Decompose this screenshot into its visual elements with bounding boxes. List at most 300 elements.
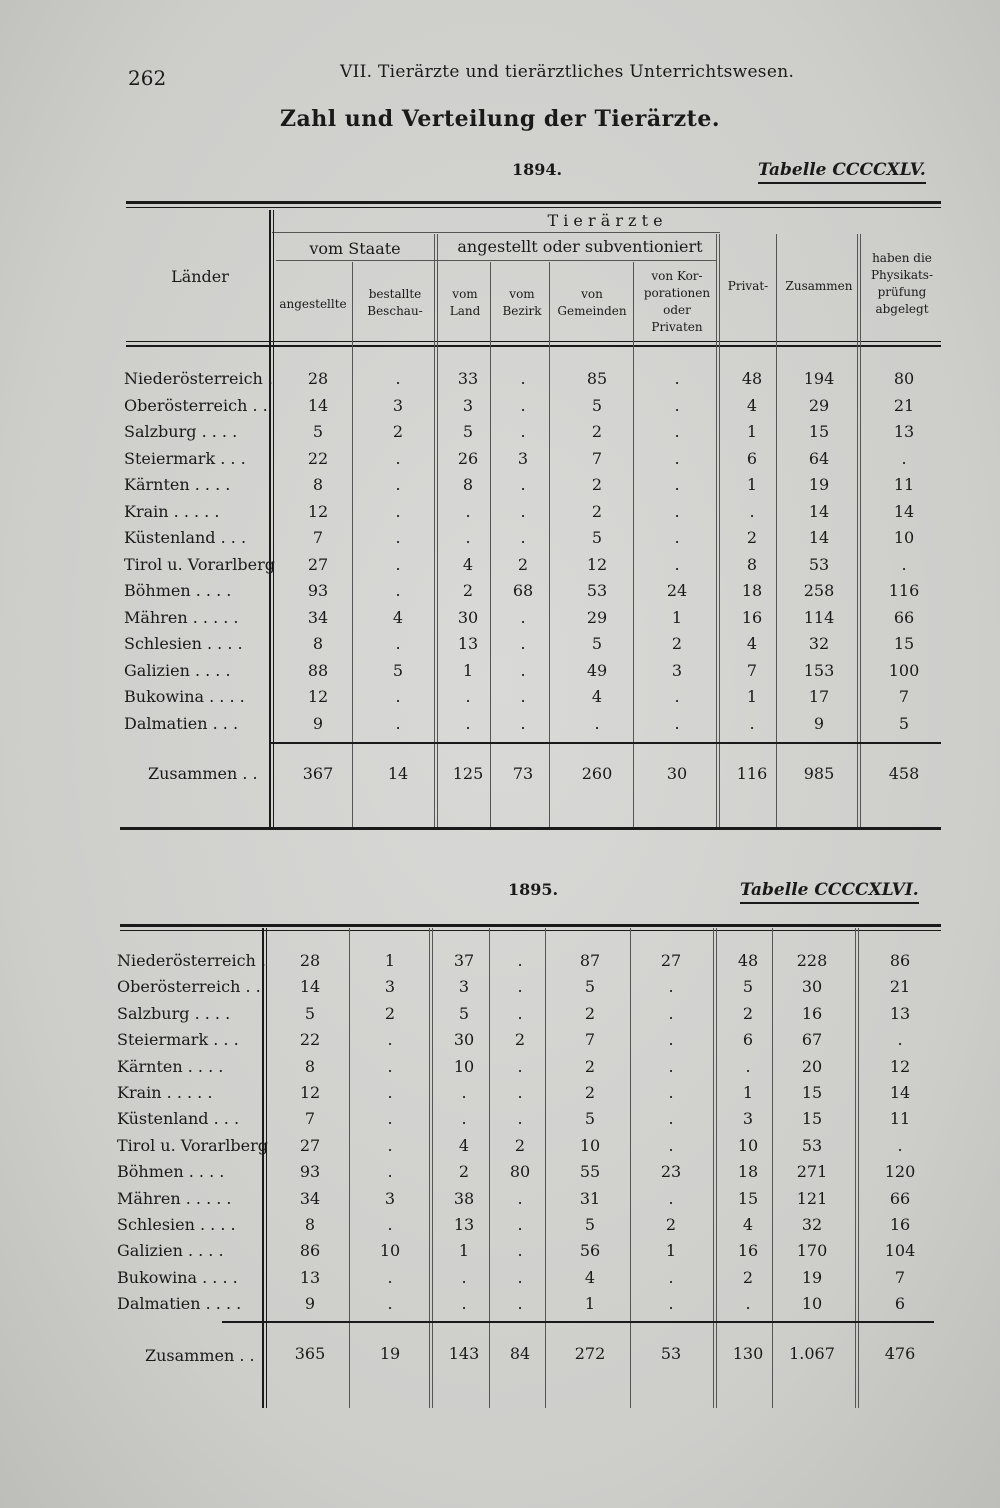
table-cell: . [461, 1083, 467, 1102]
total-cell: 116 [736, 764, 768, 783]
table-cell: 11 [893, 475, 915, 494]
header-von-gemeinden: von Gemeinden [557, 287, 627, 318]
table-cell: 2 [591, 502, 603, 521]
table-cell: . [395, 634, 401, 653]
table-cell: 7 [894, 1268, 906, 1287]
table-cell: 14 [808, 502, 830, 521]
table-cell: . [517, 1215, 523, 1234]
table-cell: 10 [379, 1241, 401, 1260]
table-cell: 5 [392, 661, 404, 680]
table-cell: . [897, 1030, 903, 1049]
table-cell: 3 [384, 977, 396, 996]
table-cell: . [395, 502, 401, 521]
table-cell: 56 [579, 1241, 601, 1260]
table-row [0, 1189, 1000, 1215]
table-cell: 16 [889, 1215, 911, 1234]
table-cell: 116 [888, 581, 920, 600]
land-name: Oberösterreich . . [124, 396, 268, 415]
table-cell: . [668, 1109, 674, 1128]
header-top-rule [126, 201, 941, 204]
table-cell: . [520, 528, 526, 547]
table-cell: 68 [512, 581, 534, 600]
table-cell: . [668, 1189, 674, 1208]
table-row [0, 1030, 1000, 1056]
land-name: Salzburg . . . . [117, 1004, 231, 1023]
table-cell: 31 [579, 1189, 601, 1208]
table-cell: 3 [517, 449, 529, 468]
table-row [0, 528, 1000, 554]
table-cell: 13 [893, 422, 915, 441]
table-cell: 28 [299, 951, 321, 970]
table-cell: 14 [893, 502, 915, 521]
table-cell: 1 [746, 687, 758, 706]
table-cell: 29 [808, 396, 830, 415]
table-cell: 34 [299, 1189, 321, 1208]
table-row [0, 714, 1000, 740]
table-cell: 26 [457, 449, 479, 468]
table-cell: 53 [586, 581, 608, 600]
table-cell: 5 [312, 422, 324, 441]
table-cell: 4 [584, 1268, 596, 1287]
table-row [0, 1162, 1000, 1188]
table-cell: 30 [457, 608, 479, 627]
t2-top-rule-thin [120, 930, 941, 931]
land-name: Küstenland . . . [124, 528, 247, 547]
table-cell: 120 [884, 1162, 916, 1181]
table-cell: . [387, 1083, 393, 1102]
land-name: Mähren . . . . . [124, 608, 239, 627]
header-bestallte: bestallte Beschau- [367, 287, 423, 318]
table-cell: 15 [801, 1083, 823, 1102]
table-row [0, 951, 1000, 977]
table-cell: . [749, 502, 755, 521]
table-cell: . [520, 634, 526, 653]
table-cell: . [897, 1136, 903, 1155]
table-cell: 5 [898, 714, 910, 733]
table-cell: . [465, 528, 471, 547]
table-cell: 9 [304, 1294, 316, 1313]
table-cell: . [520, 661, 526, 680]
table-cell: 13 [889, 1004, 911, 1023]
total-cell: 985 [803, 764, 835, 783]
table-cell: 8 [304, 1215, 316, 1234]
table-cell: 7 [584, 1030, 596, 1049]
t1-total-label: Zusammen . . [148, 764, 258, 783]
total-cell: 367 [302, 764, 334, 783]
table-cell: . [520, 687, 526, 706]
table-cell: 3 [671, 661, 683, 680]
table-cell: . [520, 369, 526, 388]
table-cell: 16 [741, 608, 763, 627]
table-cell: 27 [307, 555, 329, 574]
table-cell: 4 [392, 608, 404, 627]
total-cell: 14 [387, 764, 409, 783]
table-row [0, 1294, 1000, 1320]
table-cell: . [594, 714, 600, 733]
table-cell: 16 [737, 1241, 759, 1260]
table-cell: . [461, 1294, 467, 1313]
table-cell: 85 [586, 369, 608, 388]
total-cell: 30 [666, 764, 688, 783]
table-cell: . [387, 1030, 393, 1049]
table-cell: . [668, 1004, 674, 1023]
t1-sum-rule [270, 742, 941, 744]
table-cell: 18 [741, 581, 763, 600]
table-cell: . [901, 449, 907, 468]
table-cell: 30 [453, 1030, 475, 1049]
table-cell: 80 [509, 1162, 531, 1181]
table-cell: 20 [801, 1057, 823, 1076]
table-cell: . [395, 528, 401, 547]
table-cell: 28 [307, 369, 329, 388]
total-cell: 143 [448, 1344, 480, 1363]
table-cell: . [517, 1294, 523, 1313]
table-cell: 22 [299, 1030, 321, 1049]
table-cell: . [395, 687, 401, 706]
header-top-rule-thin [126, 207, 941, 208]
table-cell: 32 [808, 634, 830, 653]
land-name: Böhmen . . . . [117, 1162, 225, 1181]
table-cell: 22 [307, 449, 329, 468]
table-cell: 1 [384, 951, 396, 970]
table-cell: . [517, 1189, 523, 1208]
table-cell: 12 [889, 1057, 911, 1076]
header-rule-tieraerzte [272, 232, 720, 233]
table-cell: . [520, 714, 526, 733]
table-cell: . [387, 1136, 393, 1155]
table-cell: 93 [299, 1162, 321, 1181]
land-name: Krain . . . . . [117, 1083, 213, 1102]
table-cell: . [395, 714, 401, 733]
total-cell: 458 [888, 764, 920, 783]
table-cell: 1 [746, 475, 758, 494]
table-2-year: 1895. [508, 880, 559, 899]
total-cell: 19 [379, 1344, 401, 1363]
table-cell: 7 [304, 1109, 316, 1128]
table-cell: . [387, 1268, 393, 1287]
table-cell: . [461, 1109, 467, 1128]
table-row [0, 1004, 1000, 1030]
table-cell: 2 [517, 555, 529, 574]
total-cell: 53 [660, 1344, 682, 1363]
table-cell: 48 [741, 369, 763, 388]
table-row [0, 1109, 1000, 1135]
table-cell: 37 [453, 951, 475, 970]
table-cell: 53 [808, 555, 830, 574]
table-cell: 17 [808, 687, 830, 706]
table-cell: 86 [889, 951, 911, 970]
land-name: Bukowina . . . . [124, 687, 245, 706]
land-name: Niederösterreich . [124, 369, 274, 388]
table-row [0, 396, 1000, 422]
table-cell: . [668, 1136, 674, 1155]
table-cell: 66 [893, 608, 915, 627]
table-cell: 258 [803, 581, 835, 600]
running-head: VII. Tierärzte und tierärztliches Unterrichtswesen. [340, 62, 795, 82]
table-cell: 2 [584, 1057, 596, 1076]
table-cell: 27 [660, 951, 682, 970]
table-1-label: Tabelle CCCCXLV. [758, 160, 926, 184]
table-cell: . [668, 1030, 674, 1049]
table-cell: 49 [586, 661, 608, 680]
table-cell: 1 [671, 608, 683, 627]
table-cell: . [674, 422, 680, 441]
land-name: Schlesien . . . . [124, 634, 243, 653]
table-row [0, 661, 1000, 687]
table-cell: . [517, 1241, 523, 1260]
header-bottom-rule [126, 341, 941, 342]
land-name: Tirol u. Vorarlberg [117, 1136, 269, 1155]
table-cell: 16 [801, 1004, 823, 1023]
table-cell: . [674, 502, 680, 521]
land-name: Dalmatien . . . [124, 714, 239, 733]
table-cell: . [674, 369, 680, 388]
table-cell: . [674, 396, 680, 415]
table-row [0, 369, 1000, 395]
table-cell: 7 [591, 449, 603, 468]
table-cell: 2 [462, 581, 474, 600]
table-cell: 5 [304, 1004, 316, 1023]
header-zusammen: Zusammen [785, 279, 853, 293]
total-cell: 272 [574, 1344, 606, 1363]
table-row [0, 1136, 1000, 1162]
table-cell: . [749, 714, 755, 733]
table-cell: 27 [299, 1136, 321, 1155]
table-cell: 55 [579, 1162, 601, 1181]
table-cell: . [465, 687, 471, 706]
table-cell: . [395, 581, 401, 600]
table-cell: 104 [884, 1241, 916, 1260]
table-cell: . [520, 422, 526, 441]
table-cell: 12 [307, 687, 329, 706]
table-cell: 7 [746, 661, 758, 680]
table-cell: . [517, 1083, 523, 1102]
land-name: Böhmen . . . . [124, 581, 232, 600]
table-cell: 5 [462, 422, 474, 441]
table-cell: 2 [591, 422, 603, 441]
table-cell: 8 [462, 475, 474, 494]
table-cell: 15 [737, 1189, 759, 1208]
land-name: Schlesien . . . . [117, 1215, 236, 1234]
table-cell: 2 [665, 1215, 677, 1234]
table-cell: 5 [742, 977, 754, 996]
table-cell: . [668, 1294, 674, 1313]
table-row [0, 449, 1000, 475]
land-name: Tirol u. Vorarlberg [124, 555, 276, 574]
table-cell: 3 [384, 1189, 396, 1208]
table-cell: . [674, 714, 680, 733]
header-physikat: haben die Physikats- prüfung abgelegt [870, 251, 934, 316]
table-cell: 48 [737, 951, 759, 970]
table-cell: 12 [299, 1083, 321, 1102]
table-cell: 10 [801, 1294, 823, 1313]
table-row [0, 977, 1000, 1003]
table-cell: . [395, 369, 401, 388]
table-row [0, 422, 1000, 448]
table-cell: . [461, 1268, 467, 1287]
table-cell: 10 [579, 1136, 601, 1155]
table-row [0, 687, 1000, 713]
table-cell: . [745, 1294, 751, 1313]
table-cell: 10 [893, 528, 915, 547]
table-cell: 14 [307, 396, 329, 415]
table-cell: 7 [312, 528, 324, 547]
table-cell: . [668, 1083, 674, 1102]
table-cell: . [395, 449, 401, 468]
table-cell: 4 [591, 687, 603, 706]
table-cell: 114 [803, 608, 835, 627]
table-cell: . [901, 555, 907, 574]
table-cell: 19 [808, 475, 830, 494]
table-cell: 34 [307, 608, 329, 627]
table-cell: 153 [803, 661, 835, 680]
table-cell: 1 [584, 1294, 596, 1313]
table-cell: . [395, 555, 401, 574]
total-cell: 73 [512, 764, 534, 783]
table-cell: 24 [666, 581, 688, 600]
table-cell: 12 [586, 555, 608, 574]
land-name: Steiermark . . . [117, 1030, 239, 1049]
land-name: Mähren . . . . . [117, 1189, 232, 1208]
land-name: Galizien . . . . [124, 661, 231, 680]
land-name: Bukowina . . . . [117, 1268, 238, 1287]
table-cell: 6 [742, 1030, 754, 1049]
total-cell: 125 [452, 764, 484, 783]
table-cell: 100 [888, 661, 920, 680]
table-cell: 2 [384, 1004, 396, 1023]
table-cell: 15 [801, 1109, 823, 1128]
table-cell: 4 [462, 555, 474, 574]
t1-bottom-rule [120, 827, 941, 830]
table-cell: . [387, 1057, 393, 1076]
table-cell: 8 [312, 634, 324, 653]
table-cell: 3 [462, 396, 474, 415]
table-cell: . [674, 528, 680, 547]
table-row [0, 1215, 1000, 1241]
header-rule-sub [276, 260, 717, 261]
table-cell: 1 [458, 1241, 470, 1260]
header-privat: Privat- [727, 279, 769, 293]
header-vom-land: vom Land [449, 287, 481, 318]
table-cell: 6 [894, 1294, 906, 1313]
table-cell: . [520, 608, 526, 627]
table-cell: 12 [307, 502, 329, 521]
table-cell: 21 [893, 396, 915, 415]
header-tieraerzte: T i e r ä r z t e [547, 211, 663, 230]
table-row [0, 1083, 1000, 1109]
table-cell: 2 [392, 422, 404, 441]
table-cell: . [674, 687, 680, 706]
table-cell: 13 [299, 1268, 321, 1287]
land-name: Dalmatien . . . . [117, 1294, 242, 1313]
table-cell: . [517, 1057, 523, 1076]
total-cell: 130 [732, 1344, 764, 1363]
total-cell: 365 [294, 1344, 326, 1363]
table-cell: 228 [796, 951, 828, 970]
table-cell: 93 [307, 581, 329, 600]
table-cell: 21 [889, 977, 911, 996]
table-cell: 87 [579, 951, 601, 970]
table-cell: 14 [299, 977, 321, 996]
table-cell: 9 [312, 714, 324, 733]
table-cell: . [674, 555, 680, 574]
table-cell: . [387, 1109, 393, 1128]
table-row [0, 555, 1000, 581]
table-cell: . [668, 1057, 674, 1076]
table-cell: 170 [796, 1241, 828, 1260]
table-cell: 3 [742, 1109, 754, 1128]
table-row [0, 634, 1000, 660]
table-cell: 13 [457, 634, 479, 653]
table-cell: 5 [591, 634, 603, 653]
table-cell: 7 [898, 687, 910, 706]
page-number: 262 [128, 66, 167, 90]
table-cell: 194 [803, 369, 835, 388]
table-cell: 14 [889, 1083, 911, 1102]
table-row [0, 608, 1000, 634]
table-cell: . [517, 1109, 523, 1128]
table-cell: 10 [737, 1136, 759, 1155]
table-cell: 3 [392, 396, 404, 415]
table-cell: 9 [813, 714, 825, 733]
table-cell: 2 [584, 1004, 596, 1023]
table-cell: 2 [458, 1162, 470, 1181]
table-cell: 4 [458, 1136, 470, 1155]
table-cell: 8 [746, 555, 758, 574]
table-cell: 11 [889, 1109, 911, 1128]
table-cell: 5 [584, 1109, 596, 1128]
table-cell: 30 [801, 977, 823, 996]
table-row [0, 1241, 1000, 1267]
table-cell: 4 [746, 634, 758, 653]
total-cell: 1.067 [789, 1344, 835, 1363]
header-laender: Länder [171, 267, 229, 286]
table-cell: . [520, 396, 526, 415]
total-cell: 84 [509, 1344, 531, 1363]
table-cell: 4 [742, 1215, 754, 1234]
table-cell: . [520, 502, 526, 521]
table-cell: 66 [889, 1189, 911, 1208]
table-cell: 5 [458, 1004, 470, 1023]
header-angestellt-subv: angestellt oder subventioniert [457, 237, 703, 256]
table-row [0, 1057, 1000, 1083]
land-name: Krain . . . . . [124, 502, 220, 521]
table-cell: 2 [514, 1030, 526, 1049]
table-cell: 19 [801, 1268, 823, 1287]
land-name: Küstenland . . . [117, 1109, 240, 1128]
table-2-label: Tabelle CCCCXLVI. [740, 880, 919, 904]
table-cell: . [387, 1162, 393, 1181]
table-cell: 33 [457, 369, 479, 388]
table-cell: . [520, 475, 526, 494]
table-cell: 10 [453, 1057, 475, 1076]
table-cell: 38 [453, 1189, 475, 1208]
table-1-year: 1894. [512, 160, 563, 179]
table-cell: 14 [808, 528, 830, 547]
table-cell: . [674, 475, 680, 494]
table-cell: . [745, 1057, 751, 1076]
table-cell: . [517, 1268, 523, 1287]
table-cell: 8 [312, 475, 324, 494]
table-cell: 15 [893, 634, 915, 653]
header-angestellte: angestellte [279, 297, 347, 311]
table-cell: 80 [893, 369, 915, 388]
table-row [0, 475, 1000, 501]
table-cell: 18 [737, 1162, 759, 1181]
table-cell: 4 [746, 396, 758, 415]
land-name: Niederösterreich . [117, 951, 267, 970]
table-cell: 29 [586, 608, 608, 627]
